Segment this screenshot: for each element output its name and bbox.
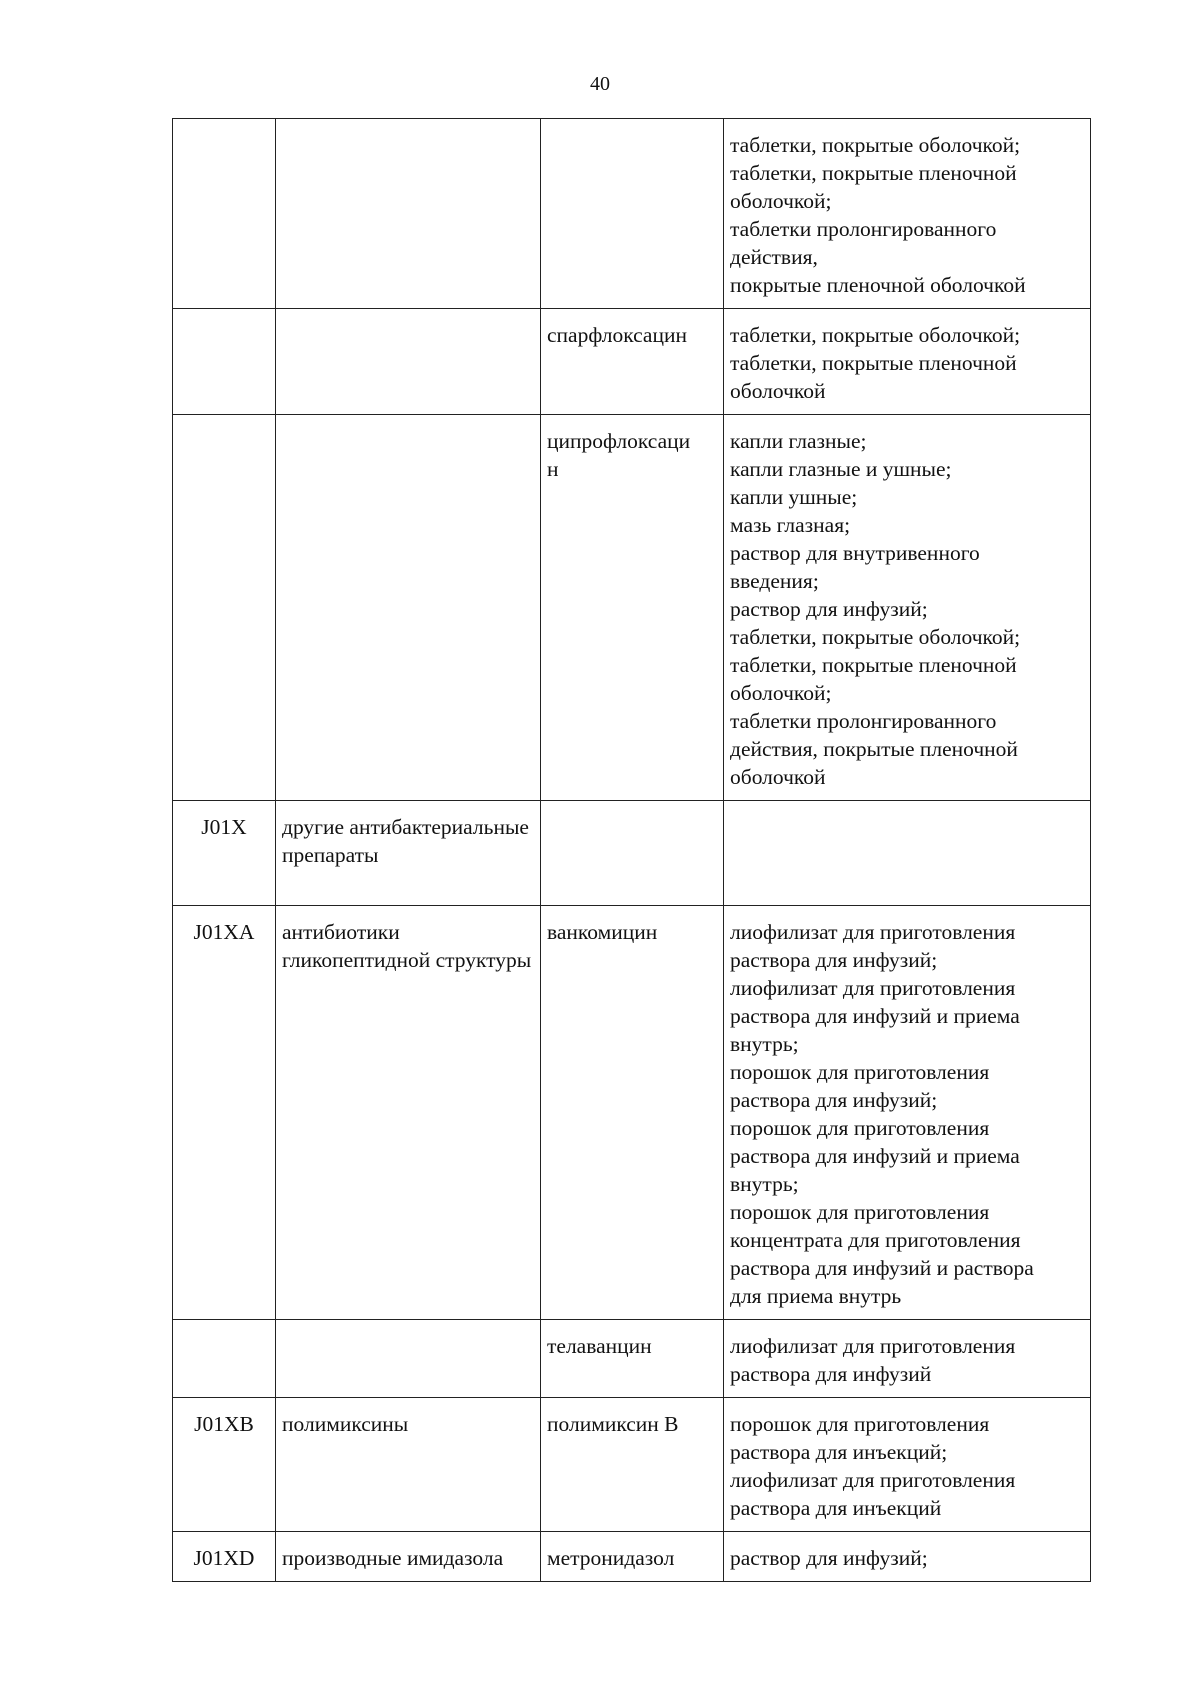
dosage-form-line: раствора для инфузий;	[730, 1088, 938, 1112]
dosage-form-line: раствора для инфузий и приема	[730, 1144, 1020, 1168]
table-row	[173, 309, 1091, 415]
table-row	[173, 1532, 1091, 1582]
dosage-form-line: внутрь;	[730, 1172, 799, 1196]
drug-name-cell	[541, 119, 724, 309]
dosage-form-line: раствора для инфузий	[730, 1362, 932, 1386]
group-cell	[276, 119, 541, 309]
group-cell	[276, 415, 541, 801]
atc-code-cell	[173, 119, 276, 309]
dosage-form-line: лиофилизат для приготовления	[730, 920, 1016, 944]
atc-code-cell: J01XD	[173, 1532, 276, 1582]
table-row	[173, 906, 1091, 1320]
atc-code-cell: J01X	[173, 801, 276, 906]
drug-name-cell	[541, 415, 724, 801]
dosage-form-line: раствора для инъекций	[730, 1496, 942, 1520]
dosage-form-line: капли ушные;	[730, 485, 858, 509]
dosage-form-line: таблетки, покрытые пленочной	[730, 351, 1017, 375]
atc-code-cell	[173, 1320, 276, 1398]
dosage-forms-cell	[724, 801, 1091, 906]
dosage-form-line: раствор для инфузий;	[730, 1546, 928, 1570]
dosage-form-line: лиофилизат для приготовления	[730, 1334, 1016, 1358]
dosage-form-line: таблетки, покрытые пленочной	[730, 161, 1017, 185]
drug-name-cell: телаванцин	[541, 1320, 724, 1398]
dosage-form-line: оболочкой;	[730, 681, 832, 705]
drug-name-cell: метронидазол	[541, 1532, 724, 1582]
dosage-form-line: действия, покрытые пленочной	[730, 737, 1018, 761]
dosage-forms-cell	[724, 1398, 1091, 1532]
page-number: 40	[590, 73, 610, 95]
group-cell	[276, 1320, 541, 1398]
dosage-form-line: концентрата для приготовления	[730, 1228, 1021, 1252]
drug-name-cell: полимиксин В	[541, 1398, 724, 1532]
dosage-forms-cell	[724, 906, 1091, 1320]
dosage-form-line: покрытые пленочной оболочкой	[730, 273, 1026, 297]
dosage-form-line: действия,	[730, 245, 818, 269]
dosage-form-line: таблетки, покрытые оболочкой;	[730, 625, 1021, 649]
drug-name-line-1: ципрофлоксаци	[547, 429, 691, 453]
dosage-form-line: раствора для инфузий;	[730, 948, 938, 972]
dosage-form-line: оболочкой	[730, 379, 826, 403]
dosage-form-line: раствора для инъекций;	[730, 1440, 948, 1464]
group-cell	[276, 309, 541, 415]
drug-name-cell: спарфлоксацин	[541, 309, 724, 415]
dosage-form-line: таблетки, покрытые оболочкой;	[730, 133, 1021, 157]
table-body	[173, 119, 1091, 1582]
group-cell: другие антибактериальные препараты	[276, 801, 541, 906]
drug-name-cell	[541, 801, 724, 906]
dosage-form-line: лиофилизат для приготовления	[730, 1468, 1016, 1492]
drug-table	[172, 118, 1091, 1582]
dosage-form-line: раствора для инфузий и раствора	[730, 1256, 1034, 1280]
dosage-form-line: порошок для приготовления	[730, 1116, 990, 1140]
dosage-form-line: лиофилизат для приготовления	[730, 976, 1016, 1000]
group-cell: полимиксины	[276, 1398, 541, 1532]
dosage-forms-cell	[724, 415, 1091, 801]
dosage-form-line: оболочкой;	[730, 189, 832, 213]
dosage-form-line: оболочкой	[730, 765, 826, 789]
dosage-form-line: порошок для приготовления	[730, 1412, 990, 1436]
table-row	[173, 119, 1091, 309]
dosage-form-line: раствор для внутривенного	[730, 541, 980, 565]
table-row	[173, 415, 1091, 801]
dosage-form-line: таблетки пролонгированного	[730, 709, 997, 733]
dosage-form-line: введения;	[730, 569, 819, 593]
dosage-form-line: внутрь;	[730, 1032, 799, 1056]
dosage-forms-cell	[724, 119, 1091, 309]
dosage-forms-cell	[724, 1532, 1091, 1582]
dosage-form-line: таблетки пролонгированного	[730, 217, 997, 241]
dosage-form-line: для приема внутрь	[730, 1284, 902, 1308]
table-row	[173, 801, 1091, 906]
dosage-form-line: мазь глазная;	[730, 513, 851, 537]
dosage-form-line: капли глазные и ушные;	[730, 457, 952, 481]
dosage-forms-cell	[724, 1320, 1091, 1398]
drug-name-line-2: н	[547, 457, 559, 481]
atc-code-cell	[173, 415, 276, 801]
dosage-form-line: раствора для инфузий и приема	[730, 1004, 1020, 1028]
dosage-form-line: таблетки, покрытые пленочной	[730, 653, 1017, 677]
dosage-form-line: порошок для приготовления	[730, 1060, 990, 1084]
dosage-form-line: таблетки, покрытые оболочкой;	[730, 323, 1021, 347]
dosage-form-line: капли глазные;	[730, 429, 867, 453]
table-row	[173, 1320, 1091, 1398]
group-cell: антибиотики гликопептидной структуры	[276, 906, 541, 1320]
atc-code-cell: J01XB	[173, 1398, 276, 1532]
group-cell: производные имидазола	[276, 1532, 541, 1582]
atc-code-cell	[173, 309, 276, 415]
dosage-forms-cell	[724, 309, 1091, 415]
dosage-form-line: раствор для инфузий;	[730, 597, 928, 621]
dosage-form-line: порошок для приготовления	[730, 1200, 990, 1224]
atc-code-cell: J01XA	[173, 906, 276, 1320]
drug-name-cell: ванкомицин	[541, 906, 724, 1320]
table-row	[173, 1398, 1091, 1532]
